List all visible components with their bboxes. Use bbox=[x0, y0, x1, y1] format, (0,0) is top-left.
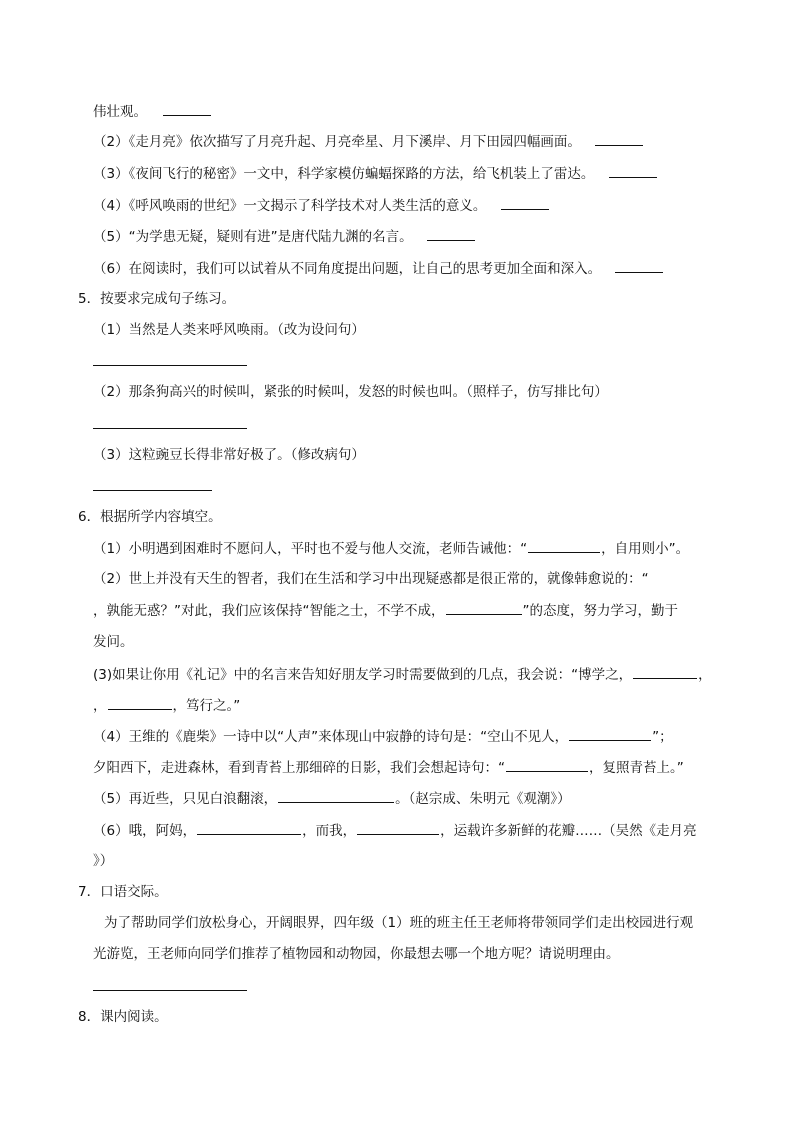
q6-item-2-text-c: ”的态度，努力学习，勤于 bbox=[522, 603, 678, 619]
q7-paragraph-line-1: 为了帮助同学们放松身心，开阔眼界，四年级（1）班的班主任王老师将带领同学们走出校园进行观 bbox=[104, 915, 694, 931]
q6-item-4-text-c: 夕阳西下，走进森林，看到青苔上那细碎的日影，我们会想起诗句：“ bbox=[93, 760, 505, 776]
tf-item-3-text: （3）《夜间飞行的秘密》一文中，科学家模仿蝙蝠探路的方法，给飞机装上了雷达。 bbox=[93, 166, 595, 182]
q5-answer-line-3[interactable] bbox=[93, 490, 212, 491]
q6-item-6-text-a: （6）哦，阿妈， bbox=[93, 823, 197, 839]
q6-item-6-text-b: ，而我， bbox=[302, 823, 357, 839]
tf-item-4 bbox=[93, 195, 550, 216]
question-6-title: 6．根据所学内容填空。 bbox=[78, 509, 222, 525]
q6-blank-5[interactable] bbox=[569, 726, 651, 741]
tf-item-6 bbox=[93, 258, 664, 279]
q6-item-4-text-d: ，复照青苔上。” bbox=[589, 760, 684, 776]
q6-item-1-text-a: （1）小明遇到困难时不愿问人，平时也不爱与他人交流，老师告诫他：“ bbox=[93, 541, 528, 557]
q5-sentence-1: （1）当然是人类来呼风唤雨。（改为设问句） bbox=[93, 322, 365, 338]
q6-item-1-text-b: ，自用则小”。 bbox=[601, 541, 690, 557]
tf-answer-blank-3[interactable] bbox=[609, 163, 657, 178]
q6-item-6-line-1 bbox=[93, 820, 697, 841]
tf-answer-blank-2[interactable] bbox=[595, 131, 643, 146]
tf-item-2 bbox=[93, 131, 644, 152]
q7-paragraph-line-2: 光游览，王老师向同学们推荐了植物园和动物园，你最想去哪一个地方呢？请说明理由。 bbox=[93, 946, 620, 962]
q7-answer-line[interactable] bbox=[93, 990, 247, 991]
tf-item-3 bbox=[93, 163, 658, 184]
q5-sentence-3: （3）这粒豌豆长得非常好极了。（修改病句） bbox=[93, 447, 365, 463]
q6-blank-9[interactable] bbox=[357, 820, 439, 835]
q5-sentence-2: （2）那条狗高兴的时候叫，紧张的时候叫，发怒的时候也叫。（照样子，仿写排比句） bbox=[93, 384, 608, 400]
q6-item-3-line-1 bbox=[93, 664, 712, 685]
tf-answer-blank-6[interactable] bbox=[615, 258, 663, 273]
tf-item-5 bbox=[93, 226, 476, 247]
q6-item-3-text-c: ， bbox=[93, 698, 107, 714]
q6-item-6-line-2: 》） bbox=[93, 853, 114, 869]
q6-item-4-text-a: （4）王维的《鹿柴》一诗中以“人声”来体现山中寂静的诗句是：“空山不见人， bbox=[93, 729, 569, 745]
q6-item-2-line-3: 发问。 bbox=[93, 634, 134, 650]
tf-answer-blank-1[interactable] bbox=[163, 101, 211, 116]
q6-item-4-line-1 bbox=[93, 726, 673, 747]
q6-blank-7[interactable] bbox=[278, 788, 394, 803]
tf-item-4-text: （4）《呼风唤雨的世纪》一文揭示了科学技术对人类生活的意义。 bbox=[93, 198, 487, 214]
q6-item-5-text-b: 。（赵宗成、朱明元《观潮》） bbox=[395, 791, 571, 807]
q5-answer-line-1[interactable] bbox=[93, 365, 247, 366]
q6-item-5-text-a: （5）再近些，只见白浪翻滚， bbox=[93, 791, 278, 807]
q6-blank-2[interactable] bbox=[446, 600, 522, 615]
q6-item-1 bbox=[93, 538, 689, 559]
question-7-title: 7．口语交际。 bbox=[78, 884, 168, 900]
tf-answer-blank-5[interactable] bbox=[427, 226, 475, 241]
tf-item-1-tail bbox=[93, 101, 212, 122]
q6-item-3-line-2 bbox=[93, 695, 240, 716]
q6-blank-6[interactable] bbox=[506, 757, 588, 772]
q6-item-2-line-1: （2）世上并没有天生的智者，我们在生活和学习中出现疑惑都是很正常的，就像韩愈说的：“ bbox=[93, 571, 649, 587]
q6-blank-1[interactable] bbox=[528, 538, 600, 553]
q5-answer-line-2[interactable] bbox=[93, 428, 247, 429]
tf-item-1-text: 伟壮观。 bbox=[93, 104, 147, 120]
q6-item-3-text-a: (3)如果让你用《礼记》中的名言来告知好朋友学习时需要做到的几点，我会说：“博学之， bbox=[93, 667, 633, 683]
q6-item-5 bbox=[93, 788, 571, 809]
q6-blank-3[interactable] bbox=[633, 664, 697, 679]
question-8-title: 8．课内阅读。 bbox=[78, 1009, 168, 1025]
tf-item-6-text: （6）在阅读时，我们可以试着从不同角度提出问题，让自己的思考更加全面和深入。 bbox=[93, 261, 602, 277]
q6-item-2-line-2 bbox=[93, 600, 678, 621]
tf-item-2-text: （2）《走月亮》依次描写了月亮升起、月亮牵星、月下溪岸、月下田园四幅画面。 bbox=[93, 134, 581, 150]
tf-answer-blank-4[interactable] bbox=[501, 195, 549, 210]
question-5-title: 5．按要求完成句子练习。 bbox=[78, 291, 236, 307]
q6-item-4-text-b: ”； bbox=[652, 729, 673, 745]
q6-item-4-line-2 bbox=[93, 757, 684, 778]
q6-item-2-text-b: ，孰能无惑？”对此，我们应该保持“智能之士，不学不成， bbox=[93, 603, 445, 619]
q6-blank-8[interactable] bbox=[197, 820, 301, 835]
tf-item-5-text: （5）“为学患无疑，疑则有进”是唐代陆九渊的名言。 bbox=[93, 229, 413, 245]
q6-item-3-text-b: ， bbox=[698, 667, 712, 683]
q6-item-6-text-c: ，运载许多新鲜的花瓣……（吴然《走月亮 bbox=[440, 823, 697, 839]
q6-item-3-text-d: ，笃行之。” bbox=[172, 698, 241, 714]
q6-blank-4[interactable] bbox=[108, 695, 172, 710]
